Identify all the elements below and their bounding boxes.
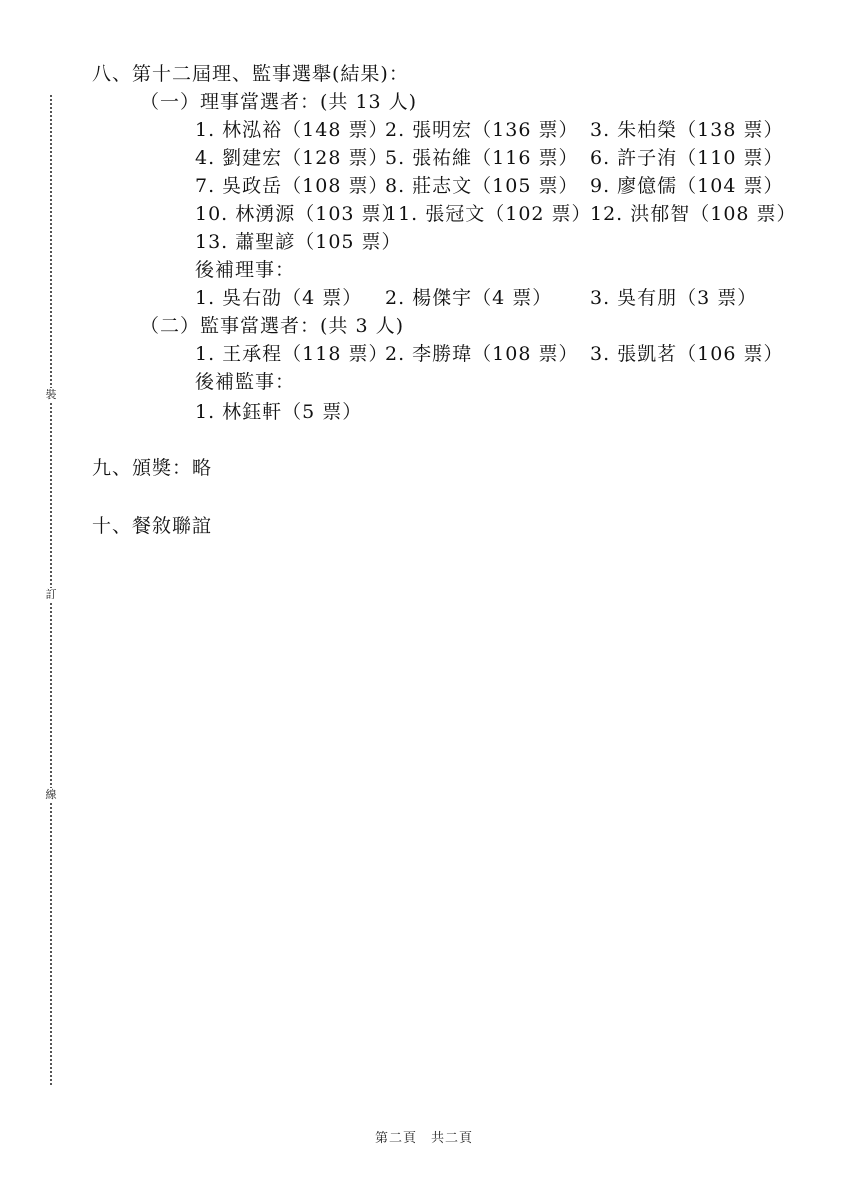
director-entry: 3. 朱柏榮（138 票）: [590, 119, 784, 141]
alternate-director-entry: 2. 楊傑宇（4 票）: [385, 287, 553, 309]
binding-mark-xian: 線: [43, 788, 59, 802]
binding-mark-ding: 訂: [43, 588, 59, 602]
director-entry: 9. 廖億儒（104 票）: [590, 175, 784, 197]
section-10-heading: 十、餐敘聯誼: [92, 515, 213, 537]
director-entry: 11. 張冠文（102 票）: [385, 203, 592, 225]
director-entry: 4. 劉建宏（128 票）: [195, 147, 389, 169]
alternate-directors-heading: 後補理事：: [195, 259, 296, 281]
director-entry: 6. 許子洧（110 票）: [590, 147, 784, 169]
supervisor-entry: 2. 李勝瑋（108 票）: [385, 343, 579, 365]
binding-mark-zhuang: 裝: [43, 388, 59, 402]
director-entry: 7. 吳政岳（108 票）: [195, 175, 389, 197]
supervisor-entry: 1. 王承程（118 票）: [195, 343, 389, 365]
section-9-heading: 九、頒獎：略: [92, 457, 213, 479]
section-8-heading: 八、第十二屆理、監事選舉(結果)：: [92, 63, 409, 85]
alternate-director-entry: 3. 吳有朋（3 票）: [590, 287, 758, 309]
page-footer: 第二頁 共二頁: [374, 1131, 473, 1146]
director-entry: 2. 張明宏（136 票）: [385, 119, 579, 141]
supervisor-entry: 3. 張凱茗（106 票）: [590, 343, 784, 365]
director-entry: 10. 林湧源（103 票）: [195, 203, 402, 225]
supervisors-heading: （二）監事當選者：(共 3 人): [140, 315, 404, 337]
director-entry: 13. 蕭聖諺（105 票）: [195, 231, 402, 253]
director-entry: 12. 洪郁智（108 票）: [590, 203, 797, 225]
director-entry: 5. 張祐維（116 票）: [385, 147, 579, 169]
director-entry: 1. 林泓裕（148 票）: [195, 119, 389, 141]
director-entry: 8. 莊志文（105 票）: [385, 175, 579, 197]
alternate-director-entry: 1. 吳右劭（4 票）: [195, 287, 363, 309]
directors-heading: （一）理事當選者：(共 13 人): [140, 91, 418, 113]
alternate-supervisors-heading: 後補監事：: [195, 371, 296, 393]
alternate-supervisor-entry: 1. 林鈺軒（5 票）: [195, 401, 363, 423]
